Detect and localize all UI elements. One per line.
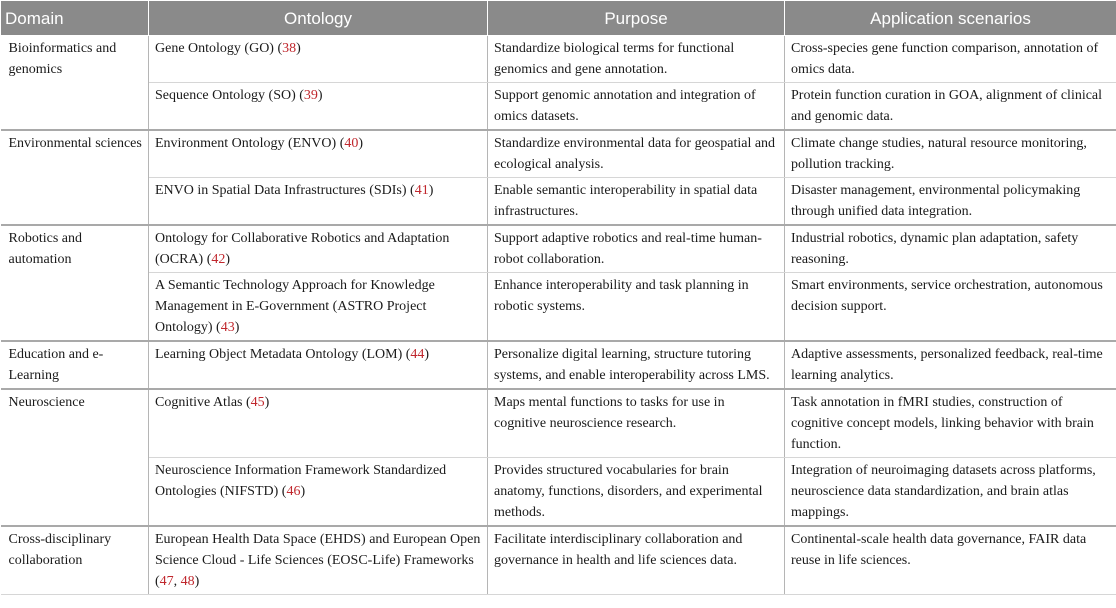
ontology-cell (149, 458, 488, 527)
purpose-cell: Maps mental functions to tasks for use in cognitive neuroscience research. (488, 389, 785, 458)
purpose-cell: Enhance interoperability and task planning in robotic systems. (488, 273, 785, 342)
reference-link[interactable]: 47 (159, 574, 174, 589)
ontology-cell (149, 273, 488, 342)
reference-link[interactable]: 40 (344, 136, 359, 151)
closing-paren: ) (234, 320, 240, 335)
table-row (1, 83, 1116, 131)
scenario-cell: Continental-scale health data governance, FAIR data reuse in life sciences. (785, 526, 1116, 595)
reference-link[interactable]: 45 (250, 395, 265, 410)
domain-cell: Neuroscience (1, 389, 149, 526)
header-domain: Domain (1, 1, 149, 36)
reference-link[interactable]: 43 (220, 320, 235, 335)
purpose-cell: Personalize digital learning, structure tutoring systems, and enable interoperability across LMS. (488, 341, 785, 389)
closing-paren: ) (225, 252, 231, 267)
ontology-name: Neuroscience Information Framework Standardized Ontologies (NIFSTD) ( (155, 463, 447, 499)
header-purpose: Purpose (488, 1, 785, 36)
header-row (1, 1, 1116, 36)
ontology-name: A Semantic Technology Approach for Knowledge Management in E-Government (ASTRO Project Ontology) ( (155, 278, 435, 335)
ontology-name: Gene Ontology (GO) ( (155, 41, 283, 56)
domain-cell: Education and e-Learning (1, 341, 149, 389)
scenario-cell: Protein function curation in GOA, alignment of clinical and genomic data. (785, 83, 1116, 131)
domain-cell: Environmental sciences (1, 130, 149, 225)
ref-separator: , (173, 574, 181, 589)
reference-link[interactable]: 41 (414, 183, 429, 198)
ontology-cell (149, 341, 488, 389)
closing-paren: ) (194, 574, 200, 589)
table-row (1, 458, 1116, 527)
scenario-cell: Disaster management, environmental policymaking through unified data integration. (785, 178, 1116, 226)
scenario-cell: Industrial robotics, dynamic plan adaptation, safety reasoning. (785, 225, 1116, 273)
ontology-name: Learning Object Metadata Ontology (LOM) ( (155, 347, 411, 362)
table-row (1, 225, 1116, 273)
purpose-cell: Standardize environmental data for geospatial and ecological analysis. (488, 130, 785, 178)
closing-paren: ) (358, 136, 364, 151)
closing-paren: ) (428, 183, 434, 198)
closing-paren: ) (317, 88, 323, 103)
domain-cell: Bioinformatics and genomics (1, 36, 149, 131)
table-row (1, 130, 1116, 178)
scenario-cell: Cross-species gene function comparison, annotation of omics data. (785, 36, 1116, 83)
reference-link[interactable]: 39 (303, 88, 318, 103)
ontology-cell (149, 178, 488, 226)
purpose-cell: Support genomic annotation and integration of omics datasets. (488, 83, 785, 131)
table-row (1, 389, 1116, 458)
scenario-cell: Task annotation in fMRI studies, construction of cognitive concept models, linking behavior with brain function. (785, 389, 1116, 458)
reference-link[interactable]: 38 (282, 41, 297, 56)
table-row (1, 36, 1116, 83)
ontology-name: ENVO in Spatial Data Infrastructures (SDIs) ( (155, 183, 415, 198)
ontology-name: European Health Data Space (EHDS) and European Open Science Cloud - Life Sciences (EOSC-Life) Frameworks ( (155, 532, 481, 589)
purpose-cell: Support adaptive robotics and real-time human-robot collaboration. (488, 225, 785, 273)
scenario-cell: Integration of neuroimaging datasets across platforms, neuroscience data standardization, and brain atlas mappings. (785, 458, 1116, 527)
ontology-name: Cognitive Atlas ( (155, 395, 251, 410)
closing-paren: ) (264, 395, 270, 410)
reference-link[interactable]: 48 (180, 574, 195, 589)
table-row (1, 341, 1116, 389)
closing-paren: ) (424, 347, 430, 362)
ontology-cell (149, 389, 488, 458)
ontology-name: Sequence Ontology (SO) ( (155, 88, 304, 103)
closing-paren: ) (300, 484, 306, 499)
ontology-cell (149, 36, 488, 83)
header-application-scenarios: Application scenarios (785, 1, 1116, 36)
reference-link[interactable]: 44 (410, 347, 425, 362)
reference-link[interactable]: 46 (286, 484, 301, 499)
table-row (1, 273, 1116, 342)
ontology-name: Ontology for Collaborative Robotics and Adaptation (OCRA) ( (155, 231, 450, 267)
ontology-cell (149, 526, 488, 595)
reference-link[interactable]: 42 (211, 252, 226, 267)
purpose-cell: Standardize biological terms for functional genomics and gene annotation. (488, 36, 785, 83)
scenario-cell: Smart environments, service orchestration, autonomous decision support. (785, 273, 1116, 342)
scenario-cell: Climate change studies, natural resource monitoring, pollution tracking. (785, 130, 1116, 178)
scenario-cell: Adaptive assessments, personalized feedback, real-time learning analytics. (785, 341, 1116, 389)
ontology-cell (149, 130, 488, 178)
table-row (1, 178, 1116, 226)
closing-paren: ) (296, 41, 301, 56)
domain-cell: Robotics and automation (1, 225, 149, 341)
domain-cell: Cross-disciplinary collaboration (1, 526, 149, 595)
ontology-cell (149, 83, 488, 131)
purpose-cell: Facilitate interdisciplinary collaboration and governance in health and life sciences data. (488, 526, 785, 595)
purpose-cell: Provides structured vocabularies for brain anatomy, functions, disorders, and experimental methods. (488, 458, 785, 527)
purpose-cell: Enable semantic interoperability in spatial data infrastructures. (488, 178, 785, 226)
ontology-name: Environment Ontology (ENVO) ( (155, 136, 345, 151)
table-row (1, 526, 1116, 595)
header-ontology: Ontology (149, 1, 488, 36)
ontology-cell (149, 225, 488, 273)
